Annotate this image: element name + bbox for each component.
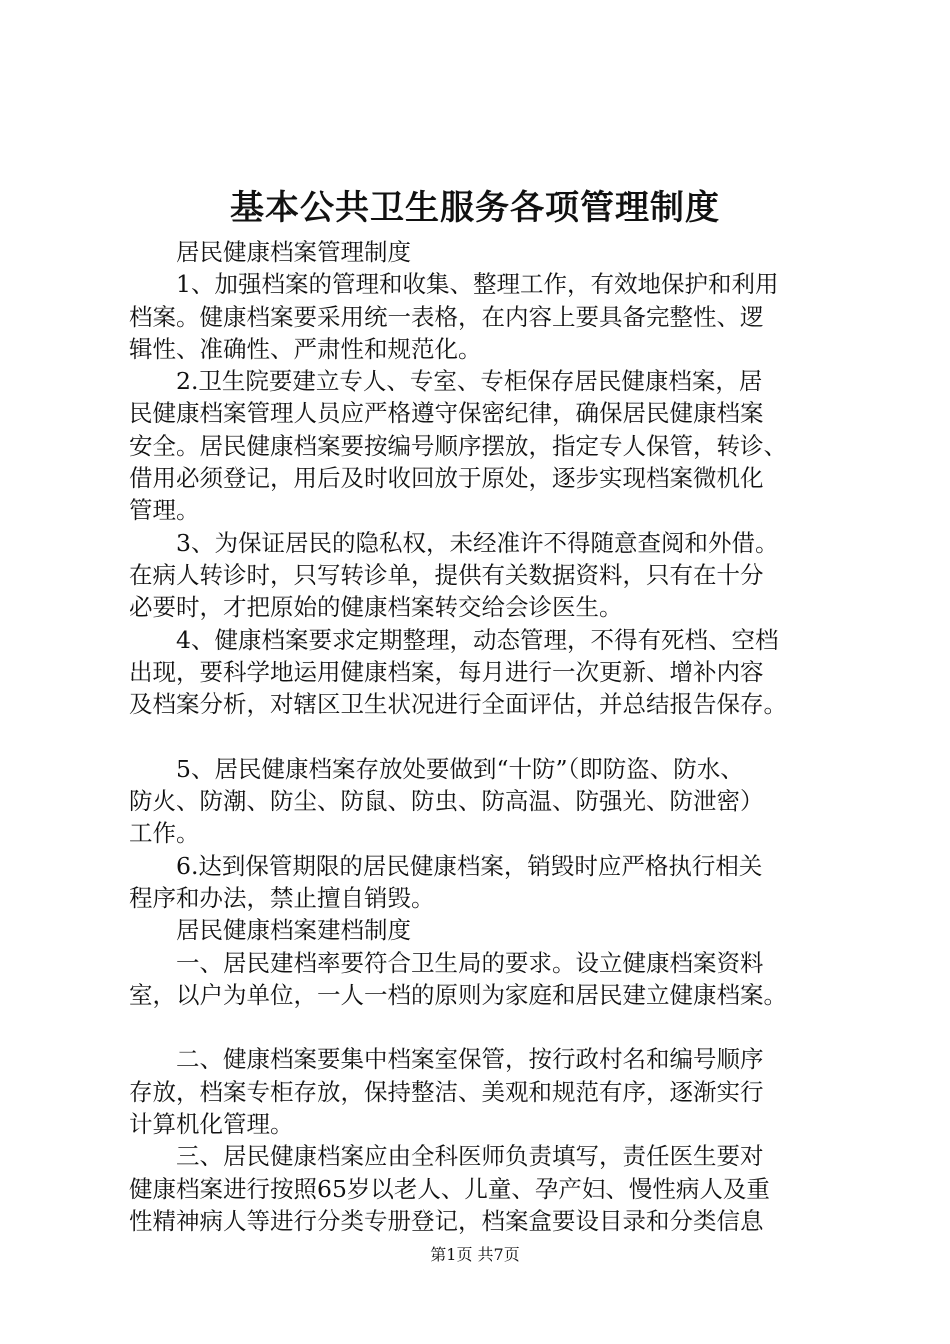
document-body: [129, 236, 849, 1237]
text-line: 1、加强档案的管理和收集、整理工作，有效地保护和利用: [129, 270, 779, 299]
text-line: 性精神病人等进行分类专册登记，档案盒要设目录和分类信息: [129, 1206, 764, 1235]
text-line: 管理。: [129, 496, 200, 525]
text-line: 及档案分析，对辖区卫生状况进行全面评估，并总结报告保存。: [129, 690, 787, 719]
text-line: 借用必须登记，用后及时收回放于原处，逐步实现档案微机化: [129, 464, 764, 493]
document-title: 基本公共卫生服务各项管理制度: [230, 188, 720, 228]
text-line: 室，以户为单位，一人一档的原则为家庭和居民建立健康档案。: [129, 980, 787, 1009]
text-line: 三、居民健康档案应由全科医师负责填写，责任医生要对: [129, 1142, 764, 1171]
text-line: 民健康档案管理人员应严格遵守保密纪律，确保居民健康档案: [129, 399, 764, 428]
text-line: 一、居民建档率要符合卫生局的要求。设立健康档案资料: [129, 948, 764, 977]
text-line: 存放，档案专柜存放，保持整洁、美观和规范有序，逐渐实行: [129, 1077, 764, 1106]
text-line: 工作。: [129, 819, 200, 848]
text-line: 辑性、准确性、严肃性和规范化。: [129, 334, 482, 363]
text-line: 居民健康档案管理制度: [129, 238, 411, 266]
text-line: 防火、防潮、防尘、防鼠、防虫、防高温、防强光、防泄密）: [129, 787, 764, 816]
text-line: 程序和办法，禁止擅自销毁。: [129, 883, 435, 912]
text-line: 6.达到保管期限的居民健康档案，销毁时应严格执行相关: [129, 851, 763, 880]
text-line: 3、为保证居民的隐私权，未经准许不得随意查阅和外借。: [129, 528, 779, 557]
text-line: 计算机化管理。: [129, 1110, 294, 1139]
text-line: 必要时，才把原始的健康档案转交给会诊医生。: [129, 593, 623, 622]
text-line: 安全。居民健康档案要按编号顺序摆放，指定专人保管，转诊、: [129, 431, 787, 460]
text-line: 居民健康档案建档制度: [129, 916, 411, 945]
text-line: 2.卫生院要建立专人、专室、专柜保存居民健康档案，居: [129, 367, 763, 396]
text-line: 出现，要科学地运用健康档案，每月进行一次更新、增补内容: [129, 657, 764, 686]
text-line: 4、健康档案要求定期整理，动态管理，不得有死档、空档: [129, 625, 779, 654]
text-line: 在病人转诊时，只写转诊单，提供有关数据资料，只有在十分: [129, 560, 764, 589]
text-line: 档案。健康档案要采用统一表格，在内容上要具备完整性、逻: [129, 302, 764, 331]
blank-line: [129, 720, 849, 752]
text-line: 二、健康档案要集中档案室保管，按行政村名和编号顺序: [129, 1045, 764, 1074]
page-footer: 第1页 共7页: [430, 1245, 520, 1264]
blank-line: [129, 1011, 849, 1043]
text-line: 健康档案进行按照65岁以老人、儿童、孕产妇、慢性病人及重: [129, 1174, 770, 1203]
text-line: 5、居民健康档案存放处要做到“十防”（即防盗、防水、: [129, 754, 744, 783]
